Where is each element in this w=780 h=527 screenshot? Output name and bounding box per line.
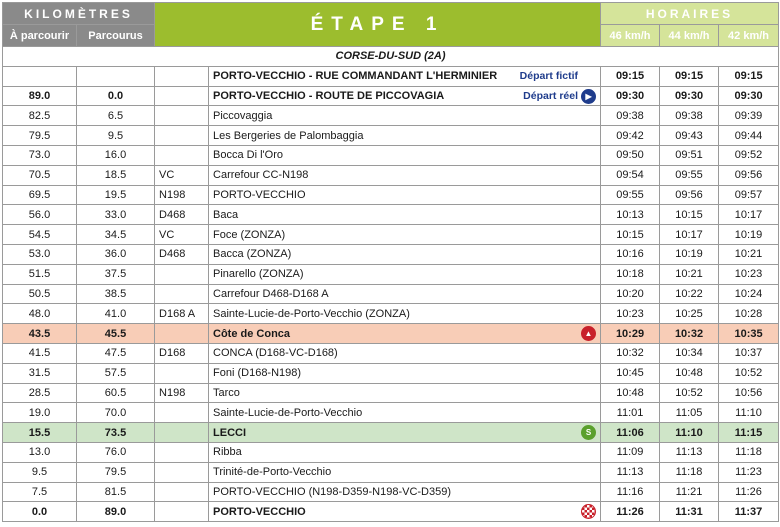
road-ref <box>155 264 209 284</box>
place-name: Baca <box>213 208 239 221</box>
play-triangle-icon: ▶ <box>581 89 596 104</box>
time-46: 10:18 <box>601 264 660 284</box>
time-44: 09:43 <box>660 126 719 146</box>
km-done: 41.0 <box>77 304 155 324</box>
itinerary-row <box>3 502 779 522</box>
time-44: 10:15 <box>660 205 719 225</box>
itinerary-row <box>3 264 779 284</box>
place-cell <box>209 383 601 403</box>
time-44: 10:34 <box>660 343 719 363</box>
place-name: LECCI <box>213 426 247 439</box>
itinerary-row <box>3 304 779 324</box>
time-44: 09:56 <box>660 185 719 205</box>
time-44: 11:05 <box>660 403 719 423</box>
time-42: 10:28 <box>719 304 779 324</box>
time-44: 09:51 <box>660 145 719 165</box>
itinerary-row <box>3 363 779 383</box>
time-42: 11:15 <box>719 423 779 443</box>
time-44: 11:21 <box>660 482 719 502</box>
km-done: 19.5 <box>77 185 155 205</box>
km-done: 70.0 <box>77 403 155 423</box>
road-ref <box>155 126 209 146</box>
time-42: 11:10 <box>719 403 779 423</box>
road-ref: VC <box>155 165 209 185</box>
time-46: 09:54 <box>601 165 660 185</box>
km-done: 47.5 <box>77 343 155 363</box>
road-ref: N198 <box>155 185 209 205</box>
time-42: 11:23 <box>719 462 779 482</box>
time-46: 09:38 <box>601 106 660 126</box>
place-cell <box>209 126 601 146</box>
road-ref: D468 <box>155 244 209 264</box>
km-remaining: 89.0 <box>3 86 77 106</box>
itinerary-row <box>3 165 779 185</box>
place-cell <box>209 106 601 126</box>
place-cell <box>209 324 601 344</box>
start-tag: Départ réel <box>523 89 579 102</box>
place-name: Les Bergeries de Palombaggia <box>213 129 364 142</box>
place-cell <box>209 442 601 462</box>
km-remaining: 73.0 <box>3 145 77 165</box>
time-44: 10:19 <box>660 244 719 264</box>
time-44: 10:21 <box>660 264 719 284</box>
time-46: 11:01 <box>601 403 660 423</box>
place-name: PORTO-VECCHIO <box>213 505 306 518</box>
itinerary-row <box>3 225 779 245</box>
km-remaining: 51.5 <box>3 264 77 284</box>
start-tag: Départ fictif <box>519 69 579 82</box>
time-42: 09:56 <box>719 165 779 185</box>
time-46: 10:29 <box>601 324 660 344</box>
km-done: 9.5 <box>77 126 155 146</box>
time-44: 09:38 <box>660 106 719 126</box>
place-name: Foni (D168-N198) <box>213 367 302 380</box>
place-cell <box>209 284 601 304</box>
km-remaining: 56.0 <box>3 205 77 225</box>
km-done: 36.0 <box>77 244 155 264</box>
time-42: 10:23 <box>719 264 779 284</box>
road-ref <box>155 324 209 344</box>
time-42: 10:35 <box>719 324 779 344</box>
time-42: 09:15 <box>719 66 779 86</box>
km-done: 6.5 <box>77 106 155 126</box>
km-remaining: 53.0 <box>3 244 77 264</box>
place-cell <box>209 165 601 185</box>
kilometres-header: KILOMÈTRES <box>3 3 155 25</box>
itinerary-row <box>3 343 779 363</box>
km-done: 33.0 <box>77 205 155 225</box>
km-remaining: 15.5 <box>3 423 77 443</box>
time-44: 11:18 <box>660 462 719 482</box>
km-done: 16.0 <box>77 145 155 165</box>
time-42: 10:21 <box>719 244 779 264</box>
time-42: 11:26 <box>719 482 779 502</box>
department-row: CORSE-DU-SUD (2A) <box>3 47 779 67</box>
road-ref <box>155 502 209 522</box>
time-42: 10:56 <box>719 383 779 403</box>
place-cell <box>209 185 601 205</box>
km-done: 0.0 <box>77 86 155 106</box>
place-name: Ribba <box>213 446 242 459</box>
itinerary-row <box>3 482 779 502</box>
place-name: PORTO-VECCHIO <box>213 188 306 201</box>
time-44: 09:55 <box>660 165 719 185</box>
road-ref <box>155 403 209 423</box>
itinerary-row <box>3 86 779 106</box>
place-name: PORTO-VECCHIO - ROUTE DE PICCOVAGIA <box>213 89 445 102</box>
place-name: PORTO-VECCHIO - RUE COMMANDANT L'HERMINIER <box>213 70 498 83</box>
road-ref <box>155 284 209 304</box>
place-cell <box>209 225 601 245</box>
time-44: 10:17 <box>660 225 719 245</box>
time-42: 10:19 <box>719 225 779 245</box>
time-46: 10:13 <box>601 205 660 225</box>
time-46: 09:50 <box>601 145 660 165</box>
itinerary-row <box>3 205 779 225</box>
place-name: PORTO-VECCHIO (N198-D359-N198-VC-D359) <box>213 485 452 498</box>
road-ref: VC <box>155 225 209 245</box>
time-42: 09:52 <box>719 145 779 165</box>
itinerary-row <box>3 185 779 205</box>
place-cell <box>209 343 601 363</box>
place-cell <box>209 403 601 423</box>
time-42: 10:24 <box>719 284 779 304</box>
speed-header-3: 42 km/h <box>719 25 779 47</box>
time-42: 09:44 <box>719 126 779 146</box>
time-44: 10:25 <box>660 304 719 324</box>
time-46: 10:15 <box>601 225 660 245</box>
time-46: 10:16 <box>601 244 660 264</box>
km-done <box>77 66 155 86</box>
road-ref <box>155 423 209 443</box>
checkered-flag-icon <box>581 504 596 519</box>
time-44: 09:15 <box>660 66 719 86</box>
km-remaining: 82.5 <box>3 106 77 126</box>
speed-header-2: 44 km/h <box>660 25 719 47</box>
time-46: 09:42 <box>601 126 660 146</box>
itinerary-row <box>3 403 779 423</box>
km-remaining: 50.5 <box>3 284 77 304</box>
itinerary-row <box>3 126 779 146</box>
time-42: 11:37 <box>719 502 779 522</box>
km-done: 60.5 <box>77 383 155 403</box>
place-cell <box>209 66 601 86</box>
km-remaining: 7.5 <box>3 482 77 502</box>
place-name: Côte de Conca <box>213 327 291 340</box>
km-remaining: 31.5 <box>3 363 77 383</box>
time-42: 10:52 <box>719 363 779 383</box>
time-46: 11:06 <box>601 423 660 443</box>
itinerary-table <box>2 2 779 522</box>
time-46: 10:48 <box>601 383 660 403</box>
place-cell <box>209 205 601 225</box>
place-name: Sainte-Lucie-de-Porto-Vecchio <box>213 406 363 419</box>
km-done: 57.5 <box>77 363 155 383</box>
place-name: CONCA (D168-VC-D168) <box>213 347 338 360</box>
place-cell <box>209 363 601 383</box>
place-cell <box>209 304 601 324</box>
km-done: 34.5 <box>77 225 155 245</box>
itinerary-row <box>3 106 779 126</box>
km-remaining: 79.5 <box>3 126 77 146</box>
itinerary-row <box>3 442 779 462</box>
road-ref <box>155 482 209 502</box>
mountain-climb-icon: ▲ <box>581 326 596 341</box>
time-42: 09:30 <box>719 86 779 106</box>
time-46: 09:30 <box>601 86 660 106</box>
km-remaining <box>3 66 77 86</box>
road-ref: D168 <box>155 343 209 363</box>
place-name: Foce (ZONZA) <box>213 228 286 241</box>
road-ref <box>155 86 209 106</box>
km-remaining: 13.0 <box>3 442 77 462</box>
place-cell <box>209 502 601 522</box>
km-remaining: 69.5 <box>3 185 77 205</box>
itinerary-row <box>3 423 779 443</box>
time-46: 11:09 <box>601 442 660 462</box>
time-46: 11:26 <box>601 502 660 522</box>
km-remaining: 48.0 <box>3 304 77 324</box>
km-done: 73.5 <box>77 423 155 443</box>
itinerary-row <box>3 244 779 264</box>
sprint-s-icon: S <box>581 425 596 440</box>
horaires-header: HORAIRES <box>601 3 779 25</box>
place-cell <box>209 423 601 443</box>
road-ref <box>155 66 209 86</box>
stage-title: ÉTAPE 1 <box>155 3 601 47</box>
time-44: 10:52 <box>660 383 719 403</box>
place-name: Carrefour D468-D168 A <box>213 287 329 300</box>
place-cell <box>209 482 601 502</box>
time-46: 11:13 <box>601 462 660 482</box>
time-46: 09:15 <box>601 66 660 86</box>
time-46: 09:55 <box>601 185 660 205</box>
time-42: 09:57 <box>719 185 779 205</box>
road-ref: D168 A <box>155 304 209 324</box>
speed-header-1: 46 km/h <box>601 25 660 47</box>
km-remaining: 70.5 <box>3 165 77 185</box>
road-ref <box>155 106 209 126</box>
km-remaining: 19.0 <box>3 403 77 423</box>
place-cell <box>209 244 601 264</box>
place-name: Tarco <box>213 386 240 399</box>
place-name: Bocca Di l'Oro <box>213 149 283 162</box>
place-name: Sainte-Lucie-de-Porto-Vecchio (ZONZA) <box>213 307 410 320</box>
place-cell <box>209 264 601 284</box>
road-ref: D468 <box>155 205 209 225</box>
time-46: 10:23 <box>601 304 660 324</box>
time-46: 11:16 <box>601 482 660 502</box>
time-42: 10:17 <box>719 205 779 225</box>
place-cell <box>209 86 601 106</box>
km-done: 45.5 <box>77 324 155 344</box>
place-name: Carrefour CC-N198 <box>213 169 309 182</box>
km-done: 79.5 <box>77 462 155 482</box>
time-44: 11:10 <box>660 423 719 443</box>
time-42: 11:18 <box>719 442 779 462</box>
km-done: 38.5 <box>77 284 155 304</box>
itinerary-sheet <box>2 2 778 522</box>
time-44: 09:30 <box>660 86 719 106</box>
time-44: 10:48 <box>660 363 719 383</box>
road-ref <box>155 363 209 383</box>
km-remaining: 54.5 <box>3 225 77 245</box>
place-name: Bacca (ZONZA) <box>213 248 292 261</box>
km-done: 18.5 <box>77 165 155 185</box>
time-46: 10:45 <box>601 363 660 383</box>
time-46: 10:32 <box>601 343 660 363</box>
time-44: 11:13 <box>660 442 719 462</box>
km-done: 89.0 <box>77 502 155 522</box>
road-ref <box>155 145 209 165</box>
itinerary-row <box>3 145 779 165</box>
km-done: 81.5 <box>77 482 155 502</box>
itinerary-row <box>3 383 779 403</box>
a-parcourir-header: À parcourir <box>3 25 77 47</box>
km-remaining: 41.5 <box>3 343 77 363</box>
road-ref: N198 <box>155 383 209 403</box>
place-name: Trinité-de-Porto-Vecchio <box>213 466 332 479</box>
road-ref <box>155 462 209 482</box>
time-46: 10:20 <box>601 284 660 304</box>
time-42: 09:39 <box>719 106 779 126</box>
itinerary-row <box>3 284 779 304</box>
km-remaining: 0.0 <box>3 502 77 522</box>
km-done: 37.5 <box>77 264 155 284</box>
place-name: Piccovaggia <box>213 109 273 122</box>
time-44: 11:31 <box>660 502 719 522</box>
km-done: 76.0 <box>77 442 155 462</box>
parcourus-header: Parcourus <box>77 25 155 47</box>
place-name: Pinarello (ZONZA) <box>213 268 304 281</box>
time-44: 10:32 <box>660 324 719 344</box>
km-remaining: 9.5 <box>3 462 77 482</box>
km-remaining: 43.5 <box>3 324 77 344</box>
km-remaining: 28.5 <box>3 383 77 403</box>
road-ref <box>155 442 209 462</box>
place-cell <box>209 145 601 165</box>
itinerary-row <box>3 324 779 344</box>
place-cell <box>209 462 601 482</box>
itinerary-row <box>3 66 779 86</box>
itinerary-row <box>3 462 779 482</box>
time-44: 10:22 <box>660 284 719 304</box>
time-42: 10:37 <box>719 343 779 363</box>
